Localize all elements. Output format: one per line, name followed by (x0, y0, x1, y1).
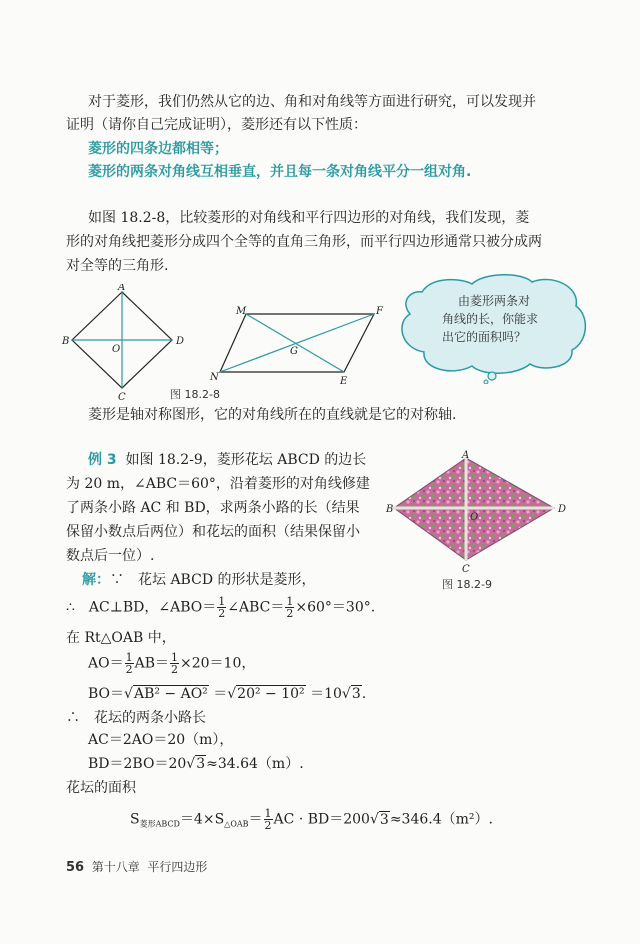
bd-prefix: BD＝2BO＝20 (88, 756, 187, 772)
example-line-3: 了两条小路 AC 和 BD，求两条小路的长（结果 (66, 500, 360, 516)
example-line-2: 为 20 m，∠ABC＝60°，沿着菱形的对角线修建 (66, 476, 370, 492)
label-A: A (118, 284, 126, 293)
frac-den: 2 (218, 607, 226, 620)
ao-mid: AB＝ (134, 655, 169, 672)
bo-eq: ＝ (208, 686, 228, 702)
therefore-1-mid: ∠ABC＝ (227, 599, 285, 616)
frac-den: 2 (125, 663, 133, 676)
bd-radical: 3 (196, 756, 206, 772)
s-eq: ＝ (248, 811, 263, 828)
example-line-1 (88, 450, 366, 470)
therefore-1-prefix: ∴ AC⊥BD，∠ABO＝ (66, 599, 217, 616)
fig9-label-B: B (386, 504, 394, 515)
therefore-1-end: ×60°＝30°. (295, 599, 376, 616)
bo-prefix: BO＝ (88, 686, 125, 702)
chapter-label: 第十八章 (91, 860, 140, 874)
ao-prefix: AO＝ (88, 655, 124, 672)
bo-dot: . (361, 686, 367, 702)
label-E: E (340, 376, 348, 387)
solution-in-triangle: 在 Rt△OAB 中， (66, 630, 176, 646)
label-G: G (290, 346, 298, 357)
frac-den: 2 (171, 663, 178, 676)
bd-end: ≈34.64（m）. (206, 756, 304, 772)
bo-radical-3: 3 (351, 686, 361, 702)
s-prefix: S (130, 811, 140, 828)
example-line-5: 数点后一位）. (66, 548, 155, 564)
example-text-1: 如图 18.2-9，菱形花坛 ABCD 的边长 (125, 452, 367, 468)
label-D: D (176, 336, 185, 347)
bubble-text (442, 292, 538, 346)
s-radical: 3 (379, 811, 389, 828)
fraction-half (217, 596, 226, 619)
bo-radical-2: 20² − 10² (237, 686, 305, 702)
chapter-title: 平行四边形 (147, 860, 208, 874)
fig9-label-C: C (462, 564, 470, 574)
para2-line-3: 对全等的三角形. (66, 258, 169, 274)
frac-den: 2 (264, 819, 272, 832)
parallelogram-figure (209, 306, 384, 387)
s-sub-rhombus: 菱形ABCD (139, 819, 180, 829)
intro-line-2: 证明（请你自己完成证明），菱形还有以下性质： (66, 117, 367, 133)
s-mid: ＝4×S (179, 811, 225, 828)
para2-line-2: 形的对角线把菱形分成四个全等的直角三角形，而平行四边形通常只被分成两 (66, 234, 542, 250)
solution-therefore-2: ∴ 花坛的两条小路长 (66, 710, 206, 726)
solution-because: ∵ 花坛 ABCD 的形状是菱形， (110, 572, 316, 588)
axis-symmetry-text: 菱形是轴对称图形，它的对角线所在的直线就是它的对称轴. (88, 407, 457, 423)
figure-9-caption: 图 18.2-9 (442, 578, 492, 591)
figure-8-caption: 图 18.2-8 (170, 388, 220, 401)
s-sub-triangle: △OAB (224, 819, 249, 829)
fig9-label-D: D (558, 504, 567, 515)
bubble-line-3: 出它的面积吗？ (442, 330, 527, 344)
label-O: O (112, 344, 121, 355)
fraction-half (264, 808, 273, 831)
s-end: ≈346.4（m²）. (389, 811, 493, 828)
example-tag: 例 3 (88, 452, 117, 468)
fraction-half (125, 652, 134, 675)
s-after: AC · BD＝200 (273, 811, 370, 828)
para2-line-1: 如图 18.2-8，比较菱形的对角线和平行四边形的对角线，我们发现，菱 (88, 210, 530, 226)
frac-num: 1 (286, 595, 294, 608)
solution-ac: AC＝2AO＝20（m）， (88, 732, 234, 748)
solution-bd: BD＝2BO＝20√3≈34.64（m）. (88, 756, 304, 772)
page-number: 56 (66, 860, 85, 875)
property-2: 菱形的两条对角线互相垂直，并且每一条对角线平分一组对角. (88, 164, 472, 180)
label-C: C (118, 392, 126, 403)
frac-num: 1 (171, 651, 178, 664)
frac-num: 1 (125, 651, 133, 664)
solution-bo: BO＝√AB² − AO² ＝√20² − 10² ＝10√3. (88, 686, 367, 702)
label-M: M (236, 306, 247, 317)
label-F: F (376, 306, 383, 317)
rhombus-figure (61, 284, 184, 403)
frac-num: 1 (264, 807, 272, 820)
solution-line-1 (82, 570, 316, 590)
figure-18-2-9 (386, 450, 586, 574)
example-line-4: 保留小数点后两位）和花坛的面积（结果保留小 (66, 524, 360, 540)
ao-end: ×20＝10， (180, 655, 256, 672)
fraction-half (170, 652, 179, 675)
property-1: 菱形的四条边都相等； (88, 141, 228, 157)
solution-therefore-1 (66, 596, 375, 619)
solution-area-label: 花坛的面积 (66, 780, 136, 796)
frac-num: 1 (218, 595, 226, 608)
fig9-label-A: A (462, 450, 470, 461)
bo-end: ＝10 (305, 686, 342, 702)
figure-18-2-8 (60, 284, 390, 404)
solution-ao (88, 652, 255, 675)
bubble-line-2: 角线的长，你能求 (442, 312, 539, 326)
label-B: B (62, 336, 70, 347)
bo-radical-1: AB² − AO² (133, 686, 208, 702)
solution-area-formula: $S_{菱形ABCD}=4\times S_{\triangle OAB}=$ $\frac{1}{2}$ AC · BD＝200√3≈346.4（m²）. (130, 807, 493, 832)
intro-line-1: 对于菱形，我们仍然从它的边、角和对角线等方面进行研究，可以发现并 (88, 94, 536, 110)
page-footer (66, 858, 207, 875)
fig9-label-O: O (470, 512, 479, 523)
fraction-half (285, 596, 294, 619)
bubble-line-1: 由菱形两条对 (458, 294, 531, 308)
solution-label: 解： (82, 572, 110, 588)
frac-den: 2 (286, 607, 294, 620)
label-N: N (210, 372, 219, 383)
